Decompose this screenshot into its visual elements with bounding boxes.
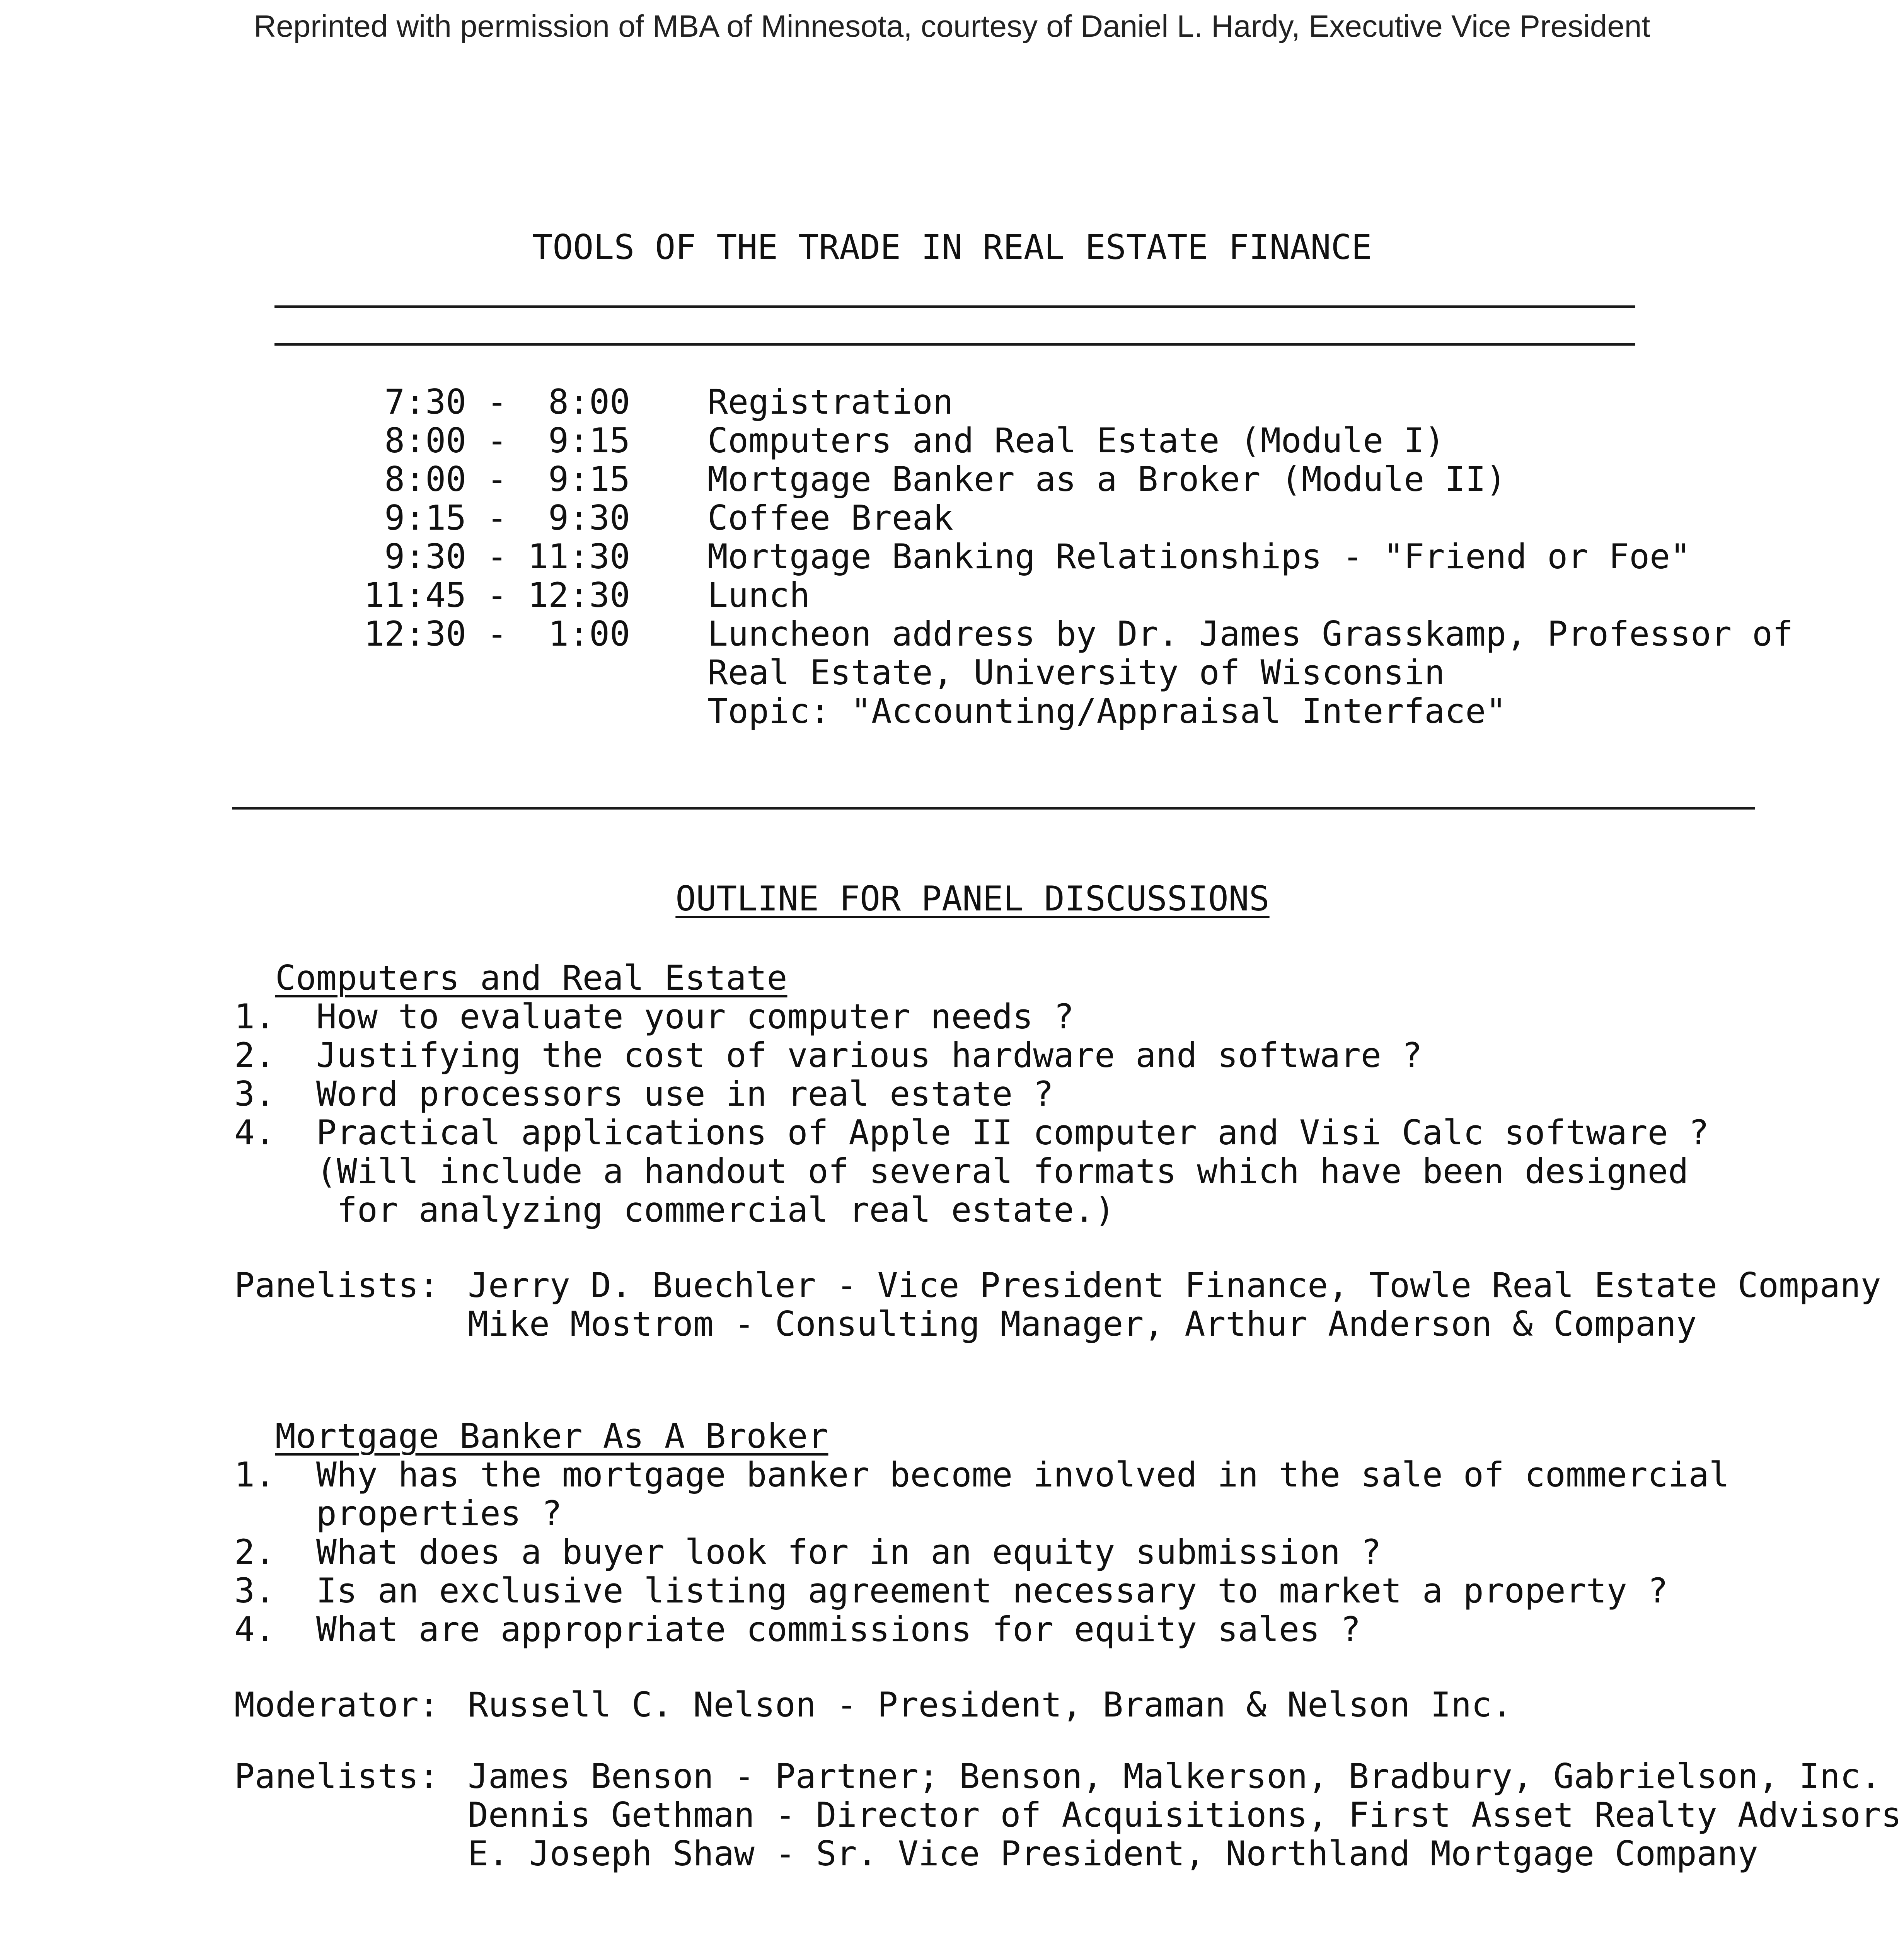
schedule-time — [216, 653, 630, 692]
schedule-row — [216, 499, 1793, 537]
title-rule-bottom — [274, 343, 1635, 346]
schedule-event: Computers and Real Estate (Module I) — [707, 421, 1445, 460]
list-item: 2. What does a buyer look for in an equity submission ? — [234, 1532, 1381, 1572]
schedule-row — [216, 421, 1793, 460]
list-item: 1. Why has the mortgage banker become involved in the sale of commercial — [234, 1455, 1730, 1495]
section2-panelists — [468, 1757, 1902, 1873]
panelist: Dennis Gethman - Director of Acquisitions, First Asset Realty Advisors — [468, 1795, 1902, 1835]
schedule-time: 8:00 - 9:15 — [384, 421, 630, 460]
schedule-row — [216, 692, 1793, 731]
schedule-time: 8:00 - 9:15 — [384, 459, 630, 499]
schedule-time: 12:30 - 1:00 — [364, 614, 630, 654]
schedule-row — [216, 653, 1793, 692]
section2-moderator: Russell C. Nelson - President, Braman & Nelson Inc. — [468, 1685, 1513, 1725]
panelist: E. Joseph Shaw - Sr. Vice President, Northland Mortgage Company — [468, 1834, 1758, 1873]
schedule-row — [216, 576, 1793, 615]
schedule-event: Real Estate, University of Wisconsin — [707, 653, 1445, 692]
list-item: for analyzing commercial real estate.) — [234, 1190, 1115, 1230]
schedule-time: 9:30 - 11:30 — [384, 537, 630, 576]
section1-panelists — [468, 1266, 1881, 1343]
schedule-row — [216, 383, 1793, 421]
schedule-rule — [232, 807, 1755, 810]
list-item: (Will include a handout of several formats which have been designed — [234, 1151, 1689, 1191]
schedule-event: Registration — [707, 382, 953, 422]
list-item: 1. How to evaluate your computer needs ? — [234, 997, 1074, 1036]
schedule-time — [216, 692, 630, 731]
reprint-note: Reprinted with permission of MBA of Minnesota, courtesy of Daniel L. Hardy, Executive Vice President — [254, 9, 1650, 43]
list-item: 4. Practical applications of Apple II computer and Visi Calc software ? — [234, 1113, 1709, 1152]
schedule-row — [216, 615, 1793, 653]
list-item: properties ? — [234, 1493, 562, 1533]
schedule-event: Topic: "Accounting/Appraisal Interface" — [707, 691, 1507, 731]
document-title: TOOLS OF THE TRADE IN REAL ESTATE FINANCE — [532, 227, 1372, 267]
schedule-time: 9:15 - 9:30 — [384, 498, 630, 538]
panelist: Jerry D. Buechler - Vice President Finance, Towle Real Estate Company — [468, 1265, 1881, 1305]
section2-moderator-label: Moderator: — [234, 1685, 439, 1725]
schedule-event: Luncheon address by Dr. James Grasskamp, Professor of — [707, 614, 1793, 654]
section2-items — [234, 1456, 1730, 1649]
panelist: James Benson - Partner; Benson, Malkerson, Bradbury, Gabrielson, Inc. — [468, 1756, 1881, 1796]
panelist: Mike Mostrom - Consulting Manager, Arthur Anderson & Company — [468, 1304, 1697, 1344]
section3-heading — [234, 1908, 1258, 1933]
schedule — [216, 383, 1793, 731]
list-item: 3. Word processors use in real estate ? — [234, 1074, 1054, 1114]
list-item: 2. Justifying the cost of various hardware and software ? — [234, 1035, 1422, 1075]
schedule-time: 11:45 - 12:30 — [364, 575, 630, 615]
section1-panelists-label: Panelists: — [234, 1265, 439, 1305]
schedule-row — [216, 537, 1793, 576]
list-item: 3. Is an exclusive listing agreement necessary to market a property ? — [234, 1571, 1668, 1611]
schedule-row — [216, 460, 1793, 499]
schedule-event: Coffee Break — [707, 498, 953, 538]
schedule-time: 7:30 - 8:00 — [384, 382, 630, 422]
section2-panelists-label: Panelists: — [234, 1756, 439, 1796]
section1-heading: Computers and Real Estate — [275, 958, 788, 998]
schedule-event: Lunch — [707, 575, 810, 615]
list-item: 4. What are appropriate commissions for equity sales ? — [234, 1609, 1361, 1649]
schedule-event: Mortgage Banking Relationships - "Friend or Foe" — [707, 537, 1691, 576]
title-rule-top — [274, 305, 1635, 308]
section2-heading: Mortgage Banker As A Broker — [275, 1416, 828, 1456]
outline-title: OUTLINE FOR PANEL DISCUSSIONS — [675, 879, 1270, 919]
schedule-event: Mortgage Banker as a Broker (Module II) — [707, 459, 1507, 499]
section1-items — [234, 997, 1709, 1229]
